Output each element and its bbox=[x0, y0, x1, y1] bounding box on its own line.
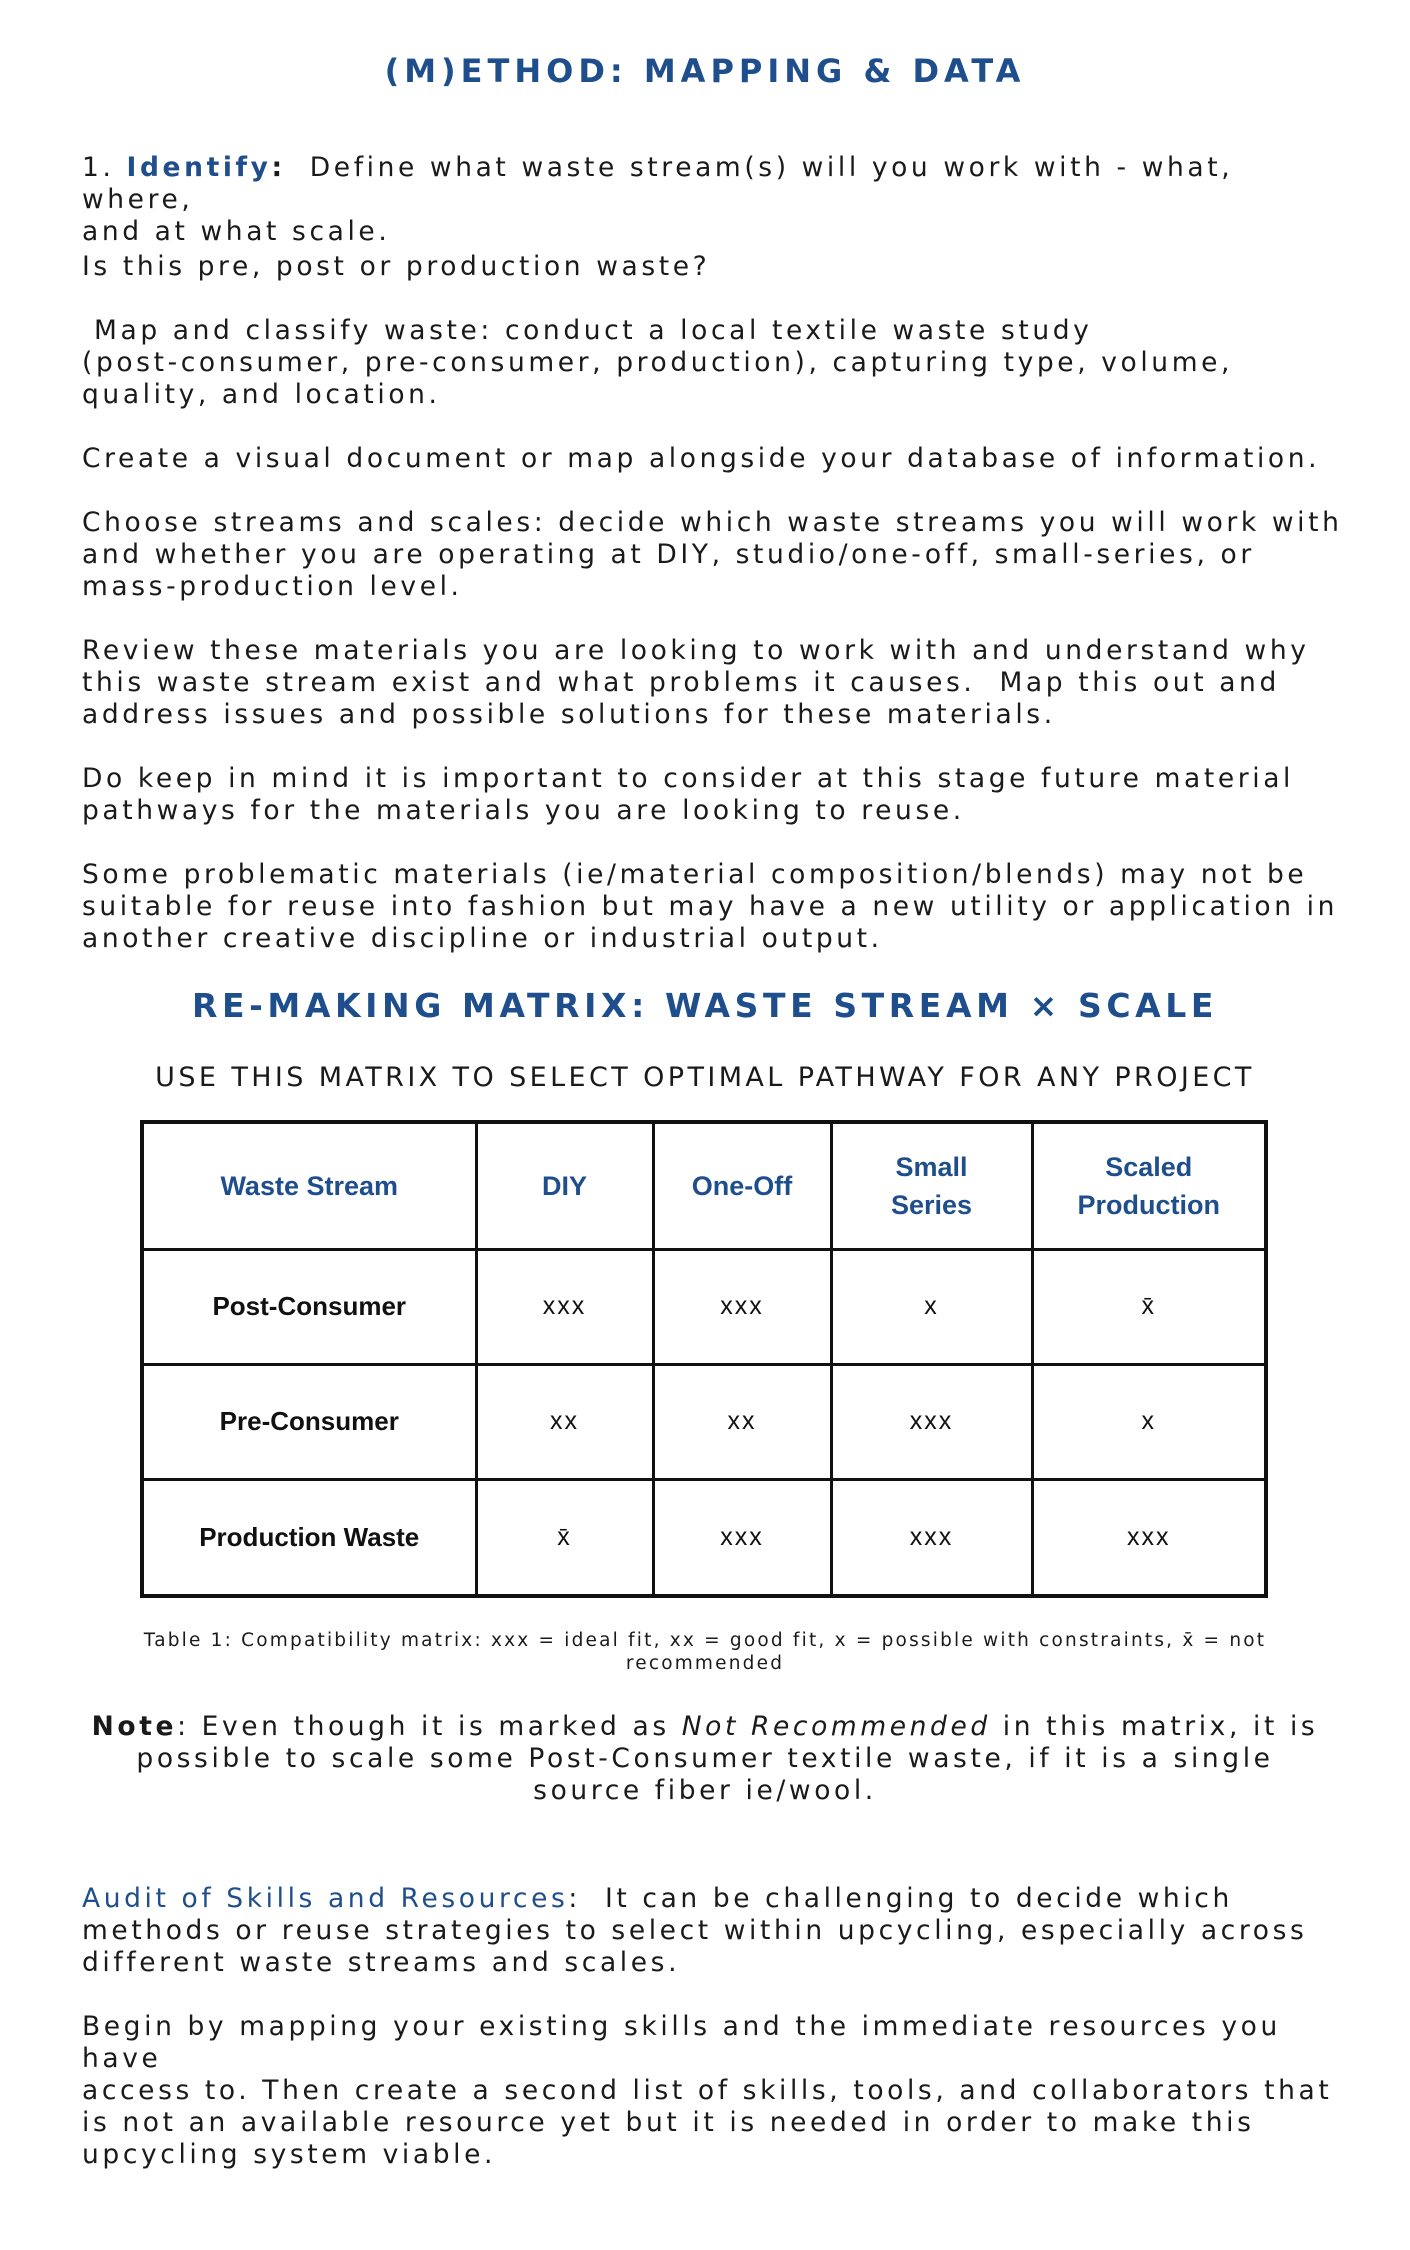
paragraph-visual-document: Create a visual document or map alongside your database of information. bbox=[82, 443, 1321, 474]
paragraph-map-classify: Map and classify waste: conduct a local textile waste study (post-consumer, pre-consumer, production), capturing type, volume, quality, and location. bbox=[82, 315, 1234, 410]
note-paragraph bbox=[82, 1711, 1328, 1807]
cell-production-waste-diy: x̄ bbox=[476, 1479, 653, 1596]
note-label: Note bbox=[91, 1711, 178, 1742]
cell-post-consumer-diy: xxx bbox=[476, 1250, 653, 1365]
cell-production-waste-one-off: xxx bbox=[653, 1479, 831, 1596]
paragraph-review-materials: Review these materials you are looking to work with and understand why this waste stream exist and what problems it causes. Map this out and address issues and possible solutions for these materials. bbox=[82, 635, 1310, 730]
cell-pre-consumer-small-series: xxx bbox=[831, 1364, 1032, 1479]
closing-paragraph: Begin by mapping your existing skills and the immediate resources you have access to. Then create a second list of skills, tools, and collaborators that is not an available resource yet but it is needed in order to make this upcycling system viable. bbox=[82, 2011, 1333, 2170]
header-diy: DIY bbox=[476, 1122, 653, 1250]
identify-paragraph bbox=[82, 152, 1352, 248]
note-text-before: : Even though it is marked as bbox=[177, 1711, 682, 1742]
table-row bbox=[142, 1479, 1266, 1596]
cell-post-consumer-scaled-production: x̄ bbox=[1032, 1250, 1266, 1365]
cell-pre-consumer-scaled-production: x bbox=[1032, 1364, 1266, 1479]
cell-post-consumer-one-off: xxx bbox=[653, 1250, 831, 1365]
header-small-series: Small Series bbox=[831, 1122, 1032, 1250]
cell-pre-consumer-diy: xx bbox=[476, 1364, 653, 1479]
identify-colon: : bbox=[271, 152, 286, 183]
row-label-production-waste: Production Waste bbox=[142, 1479, 476, 1596]
audit-text: : It can be challenging to decide which methods or reuse strategies to select within upcycling, especially across different waste streams and scales. bbox=[82, 1883, 1308, 1978]
header-one-off: One-Off bbox=[653, 1122, 831, 1250]
cell-production-waste-scaled-production: xxx bbox=[1032, 1479, 1266, 1596]
table-caption: Table 1: Compatibility matrix: xxx = ideal fit, xx = good fit, x = possible with constraints, x̄ = not recommended bbox=[143, 1630, 1267, 1674]
identify-label: Identify bbox=[126, 152, 272, 183]
paragraph-future-pathways: Do keep in mind it is important to consider at this stage future material pathways for the materials you are looking to reuse. bbox=[82, 763, 1294, 826]
header-waste-stream: Waste Stream bbox=[142, 1122, 476, 1250]
paragraph-waste-type: Is this pre, post or production waste? bbox=[82, 251, 711, 282]
cell-production-waste-small-series: xxx bbox=[831, 1479, 1032, 1596]
cell-pre-consumer-one-off: xx bbox=[653, 1364, 831, 1479]
cell-post-consumer-small-series: x bbox=[831, 1250, 1032, 1365]
audit-label: Audit of Skills and Resources bbox=[82, 1883, 569, 1914]
row-label-post-consumer: Post-Consumer bbox=[142, 1250, 476, 1365]
table-row bbox=[142, 1364, 1266, 1479]
row-label-pre-consumer: Pre-Consumer bbox=[142, 1364, 476, 1479]
paragraph-streams-scales: Choose streams and scales: decide which waste streams you will work with and whether you are operating at DIY, studio/one-off, small-series, or mass-production level. bbox=[82, 507, 1343, 602]
audit-paragraph bbox=[82, 1883, 1352, 1979]
note-text-after: in this matrix, it is possible to scale some Post-Consumer textile waste, if it is a single source fiber ie/wool. bbox=[136, 1711, 1319, 1806]
header-scaled-production: Scaled Production bbox=[1032, 1122, 1266, 1250]
matrix-heading: RE-MAKING MATRIX: WASTE STREAM × SCALE bbox=[191, 986, 1219, 1025]
paragraph-problematic-materials: Some problematic materials (ie/material composition/blends) may not be suitable for reuse into fashion but may have a new utility or application in another creative discipline or industrial output. bbox=[82, 859, 1339, 954]
identify-number: 1. bbox=[82, 152, 115, 183]
page-title: (M)ETHOD: MAPPING & DATA bbox=[384, 52, 1026, 90]
matrix-subheading: USE THIS MATRIX TO SELECT OPTIMAL PATHWAY FOR ANY PROJECT bbox=[155, 1062, 1255, 1093]
table-header-row bbox=[142, 1122, 1266, 1250]
note-emphasis: Not Recommended bbox=[681, 1711, 991, 1742]
remaking-matrix-table bbox=[140, 1120, 1268, 1598]
table-row bbox=[142, 1250, 1266, 1365]
identify-text: Define what waste stream(s) will you work with - what, where, and at what scale. bbox=[82, 152, 1234, 247]
